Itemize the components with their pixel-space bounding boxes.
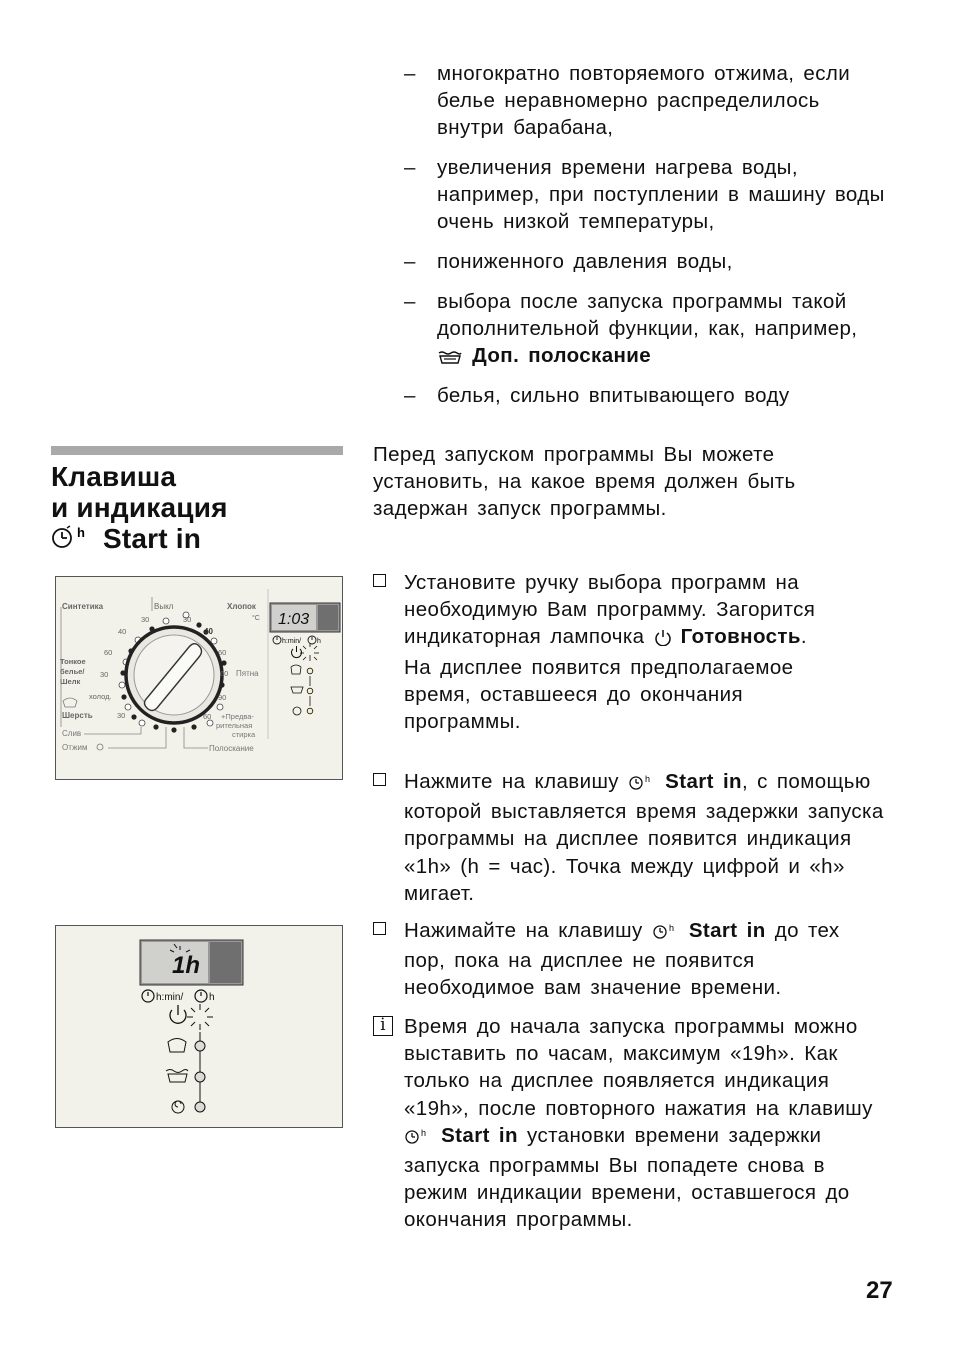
bullet-text: пониженного давления воды, xyxy=(437,250,733,273)
control-panel-illustration xyxy=(55,576,343,780)
display-value: 1h xyxy=(172,952,201,979)
power-icon xyxy=(170,1005,186,1023)
label-hmin: h:min/ xyxy=(156,992,184,1003)
step-2-suffix: , с помощью которой выставляется время задержки запуска программы на дисплее появится индикация «1h» (h = час). Точка между цифрой и «h» мигает. xyxy=(404,770,884,905)
step-2-prefix: Нажмите на клавишу xyxy=(404,770,619,793)
label-spin: Отжим xyxy=(62,743,88,752)
svg-text:h: h xyxy=(668,923,675,933)
label-drain: Слив xyxy=(62,729,82,738)
info-prefix: Время до начала запуска программы можно выставить по часам, максимум «19h». Как только на дисплее появляется индикация «19h», после повторного нажатия на клавишу xyxy=(404,1015,873,1120)
svg-text:h: h xyxy=(421,1127,427,1138)
clock-h-icon xyxy=(652,920,680,947)
stain-icon xyxy=(291,665,301,674)
bullet-item xyxy=(404,154,894,236)
step-2-body xyxy=(404,768,890,907)
temp-label: 90 xyxy=(218,693,227,702)
label-prewash-1: +Предва- xyxy=(221,712,254,721)
step-1-period: . xyxy=(800,625,807,649)
clock-h-icon xyxy=(51,524,95,556)
page-number: 27 xyxy=(866,1277,893,1304)
label-stains: Пятна xyxy=(236,669,259,678)
temp-label: 60 xyxy=(203,712,212,721)
label-cotton: Хлопок xyxy=(227,602,256,611)
blink-indicator-icon xyxy=(187,1004,213,1030)
step-1 xyxy=(373,569,893,735)
power-icon xyxy=(292,646,302,658)
info-body xyxy=(404,1013,894,1234)
step-3 xyxy=(373,917,893,1002)
indicator-light xyxy=(307,688,313,694)
checkbox-bullet xyxy=(373,922,386,935)
heading-bar xyxy=(51,446,343,455)
info-suffix: установки времени задержки запуска программы Вы попадете снова в режим индикации времени, оставшегося до окончания программы. xyxy=(404,1123,850,1232)
bullet-item xyxy=(404,60,894,142)
temp-label: 60 xyxy=(220,669,229,678)
start-in-label: Start in xyxy=(665,770,742,793)
label-delicate-3: Шелк xyxy=(60,677,81,686)
bullet-item xyxy=(404,248,894,275)
extra-rinse-icon xyxy=(437,345,463,372)
display-button xyxy=(210,942,241,983)
display-panel-illustration xyxy=(55,925,343,1128)
temp-label: 30 xyxy=(117,711,126,720)
bullet-text-wrap xyxy=(437,288,867,373)
step-3-suffix: до тех пор, пока на дисплее не появится необходимое вам значение времени. xyxy=(404,919,840,1000)
label-h: h xyxy=(317,638,321,645)
hand-wash-icon xyxy=(63,698,77,707)
indicator-light xyxy=(195,1041,205,1051)
start-in-label: Start in xyxy=(688,919,766,942)
clock-h-icon xyxy=(142,990,154,1002)
svg-text:h: h xyxy=(77,525,86,540)
label-h: h xyxy=(209,992,215,1003)
step-1-body xyxy=(404,569,824,735)
temp-label: 60 xyxy=(218,648,227,657)
clock-h-icon xyxy=(273,636,281,644)
heading-line-2: и индикация xyxy=(51,492,228,523)
heading-line-1: Клавиша xyxy=(51,461,177,492)
display-button xyxy=(318,605,338,630)
indicator-light xyxy=(195,1072,205,1082)
temp-label: 30 xyxy=(183,615,192,624)
heading-line-3: Start in xyxy=(102,523,202,554)
spin-reduce-icon xyxy=(172,1101,184,1113)
bullet-dash: – xyxy=(404,384,416,407)
temp-label: 40 xyxy=(204,627,213,636)
checkbox-bullet xyxy=(373,773,386,786)
start-in-label: Start in xyxy=(441,1123,518,1147)
label-degrees: °C xyxy=(252,615,260,622)
indicator-light xyxy=(307,708,313,714)
clock-h-icon xyxy=(404,1125,432,1152)
info-icon: i xyxy=(373,1016,393,1036)
step-2 xyxy=(373,768,893,907)
clock-h-icon xyxy=(628,771,656,798)
bullet-text: выбора после запуска программы такой дополнительной функции, как, например, xyxy=(437,290,858,341)
spin-icon xyxy=(97,744,103,750)
extra-rinse-icon xyxy=(166,1070,188,1083)
label-delicate-2: белье/ xyxy=(60,667,85,676)
label-off: Выкл xyxy=(154,602,174,611)
label-rinse: Полоскание xyxy=(209,744,254,753)
bullet-bold-text: Доп. полоскание xyxy=(472,344,652,368)
label-hmin: h:min/ xyxy=(282,638,302,645)
bullet-text: многократно повторяемого отжима, если белье неравномерно распределилось внутри барабана, xyxy=(437,62,851,140)
spin-reduce-icon xyxy=(293,707,301,715)
display-panel-drawing xyxy=(56,926,342,1127)
checkbox-bullet xyxy=(373,574,386,587)
step-3-prefix: Нажимайте на клавишу xyxy=(404,919,643,942)
display-time: 1:03 xyxy=(278,611,310,628)
bullet-item xyxy=(404,288,894,373)
clock-h-icon xyxy=(195,990,207,1002)
step-1-text-2: На дисплее появится предполагаемое время, оставшееся до окончания программы. xyxy=(404,655,794,734)
bullet-text: увеличения времени нагрева воды, например, при поступлении в машину воды очень низкой температуры, xyxy=(437,156,885,234)
temp-label: 60 xyxy=(104,648,113,657)
clock-h-icon xyxy=(308,636,316,644)
extra-rinse-icon xyxy=(291,687,303,693)
bullet-dash: – xyxy=(404,290,416,313)
label-prewash-3: стирка xyxy=(232,730,256,739)
section-heading xyxy=(51,461,228,556)
temp-label: 40 xyxy=(118,627,127,636)
label-sintetika: Синтетика xyxy=(62,602,104,611)
bullet-item xyxy=(404,382,894,409)
indicator-light xyxy=(195,1102,205,1112)
intro-paragraph: Перед запуском программы Вы можете установить, на какое время должен быть задержан запуск программы. xyxy=(373,443,796,521)
power-icon xyxy=(654,626,672,653)
bullet-dash: – xyxy=(404,62,416,85)
control-panel-drawing xyxy=(56,577,342,779)
bullet-dash: – xyxy=(404,250,416,273)
blink-indicator-icon xyxy=(300,643,319,661)
label-wool: Шерсть xyxy=(62,711,93,720)
indicator-light xyxy=(307,668,313,674)
label-prewash-2: рительная xyxy=(216,721,253,730)
stain-icon xyxy=(168,1039,186,1053)
temp-label: 30 xyxy=(141,615,150,624)
info-note xyxy=(373,1013,893,1234)
bullet-dash: – xyxy=(404,156,416,179)
temp-label: 30 xyxy=(100,670,109,679)
step-1-text: Установите ручку выбора программ на необходимую Вам программу. Загорится индикаторная лампочка xyxy=(404,571,816,649)
ready-label: Готовность xyxy=(680,625,801,649)
heading-line-3-wrap xyxy=(51,523,228,556)
svg-text:h: h xyxy=(645,774,651,784)
step-3-body xyxy=(404,917,864,1002)
label-delicate-1: Тонкое xyxy=(60,657,86,666)
label-cold: холод. xyxy=(89,692,112,701)
bullet-text: белья, сильно впитывающего воду xyxy=(437,384,790,407)
